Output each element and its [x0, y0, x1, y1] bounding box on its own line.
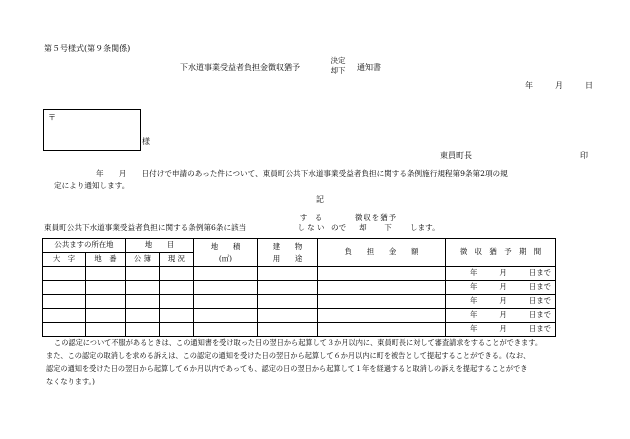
period-header: 徴 収 猶 予 期 間	[446, 239, 556, 267]
period-until: 日まで	[528, 296, 551, 306]
table-cell[interactable]	[160, 323, 194, 337]
table-cell[interactable]	[43, 323, 86, 337]
table-cell[interactable]	[258, 295, 318, 309]
table-cell[interactable]	[86, 309, 126, 323]
notice-title-prefix: 下水道事業受益者負担金徴収猶予	[180, 63, 300, 72]
table-cell[interactable]	[126, 295, 160, 309]
note-line: この認定について不服があるときは、この通知書を受け取った日の翌日から起算して３か月以内に、東員町長に対して審査請求をすることができます。	[54, 338, 543, 347]
table-row	[43, 281, 556, 295]
period-cell	[446, 267, 556, 281]
table-cell[interactable]	[318, 323, 446, 337]
table-cell[interactable]	[160, 281, 194, 295]
table-cell[interactable]	[86, 281, 126, 295]
table-cell[interactable]	[43, 267, 86, 281]
note-line: 認定の通知を受けた日の翌日から起算して６か月以内であっても、認定の日の翌日から起算して１年を経過すると取消しの訴えを提起することができ	[46, 364, 528, 373]
location-header: 公共ますの所在地	[43, 239, 126, 253]
period-month: 月	[499, 310, 507, 320]
period-year: 年	[470, 324, 478, 334]
table-cell[interactable]	[160, 267, 194, 281]
body-line-1: 年 月 日付けで申請のあった件について、東員町公共下水道事業受益者負担に関する条例施行規程第9条第2項の規	[96, 169, 508, 178]
table-cell[interactable]	[86, 295, 126, 309]
period-year: 年	[470, 282, 478, 292]
decision-option-approve: 決定	[330, 56, 346, 65]
applies-option-does: す る	[299, 213, 323, 222]
table-body	[43, 267, 556, 337]
table-cell[interactable]	[194, 267, 258, 281]
period-until: 日まで	[528, 268, 551, 278]
table-cell[interactable]	[318, 295, 446, 309]
details-table	[42, 238, 556, 337]
recipient-honorific: 様	[142, 137, 150, 146]
period-until: 日まで	[528, 282, 551, 292]
area-header	[194, 239, 258, 267]
table-cell[interactable]	[258, 323, 318, 337]
land-category-header: 地 目	[126, 239, 194, 253]
period-month: 月	[499, 324, 507, 334]
issue-date-day: 日	[585, 81, 593, 90]
issue-date-month: 月	[555, 81, 563, 90]
table-cell[interactable]	[194, 295, 258, 309]
table-row	[43, 267, 556, 281]
applies-statement: 東員町公共下水道事業受益者負担に関する条例第6条に該当	[44, 223, 247, 232]
use-label: 用 途	[272, 253, 303, 263]
period-until: 日まで	[528, 310, 551, 320]
issue-date	[525, 81, 593, 91]
postal-mark: 〒	[48, 113, 56, 122]
period-month: 月	[499, 268, 507, 278]
body-line-2: 定により通知します。	[54, 181, 130, 190]
table-row	[43, 323, 556, 337]
genkyo-header: 現 況	[160, 253, 194, 267]
table-cell[interactable]	[86, 267, 126, 281]
table-cell[interactable]	[194, 323, 258, 337]
period-cell	[446, 295, 556, 309]
table-cell[interactable]	[318, 309, 446, 323]
area-label: 地 積	[210, 241, 241, 251]
table-cell[interactable]	[194, 309, 258, 323]
aza-header: 大 字	[43, 253, 86, 267]
note-line: なくなります。)	[46, 377, 95, 386]
table-cell[interactable]	[126, 309, 160, 323]
amount-header: 負 担 金 額	[318, 239, 446, 267]
applies-end: します。	[410, 223, 440, 232]
applies-stack	[297, 213, 325, 233]
table-row	[43, 309, 556, 323]
notice-title-suffix: 通知書	[357, 63, 381, 72]
chiban-header: 地 番	[86, 253, 126, 267]
table-cell[interactable]	[43, 281, 86, 295]
table-cell[interactable]	[43, 309, 86, 323]
table-cell[interactable]	[258, 267, 318, 281]
period-month: 月	[499, 296, 507, 306]
period-cell	[446, 323, 556, 337]
decision-option-reject: 却下	[330, 66, 346, 75]
table-cell[interactable]	[194, 281, 258, 295]
table-cell[interactable]	[258, 281, 318, 295]
table-cell[interactable]	[86, 323, 126, 337]
applies-connector: ので	[331, 223, 347, 232]
table-cell[interactable]	[318, 281, 446, 295]
period-month: 月	[499, 282, 507, 292]
note-line: また、この認定の取消しを求める訴えは、この認定の通知を受けた日の翌日から起算して６か月以内に町を被告として提起することができる。(なお、	[46, 351, 531, 360]
table-cell[interactable]	[126, 323, 160, 337]
period-year: 年	[470, 310, 478, 320]
action-option-reject: 却 下	[359, 223, 393, 232]
period-year: 年	[470, 268, 478, 278]
ki-heading: 記	[316, 195, 324, 204]
decision-stack	[326, 56, 350, 76]
area-unit: (㎡)	[218, 253, 233, 263]
seal-mark: 印	[580, 151, 588, 160]
table-cell[interactable]	[126, 281, 160, 295]
applies-option-does-not: し な い	[297, 223, 325, 232]
action-option-defer: 徴収を猶予	[355, 213, 397, 222]
period-cell	[446, 281, 556, 295]
table-cell[interactable]	[160, 309, 194, 323]
action-stack	[346, 213, 406, 233]
sender-title: 東員町長	[440, 151, 472, 160]
issue-date-year: 年	[525, 81, 533, 90]
period-until: 日まで	[528, 324, 551, 334]
table-row	[43, 295, 556, 309]
kobo-header: 公 簿	[126, 253, 160, 267]
building-label: 建 物	[272, 241, 303, 251]
table-cell[interactable]	[43, 295, 86, 309]
table-cell[interactable]	[126, 267, 160, 281]
form-number: 第５号様式(第９条関係)	[44, 44, 131, 53]
recipient-address-box	[43, 109, 141, 151]
table-cell[interactable]	[160, 295, 194, 309]
period-year: 年	[470, 296, 478, 306]
building-use-header	[258, 239, 318, 267]
table-cell[interactable]	[318, 267, 446, 281]
period-cell	[446, 309, 556, 323]
table-cell[interactable]	[258, 309, 318, 323]
